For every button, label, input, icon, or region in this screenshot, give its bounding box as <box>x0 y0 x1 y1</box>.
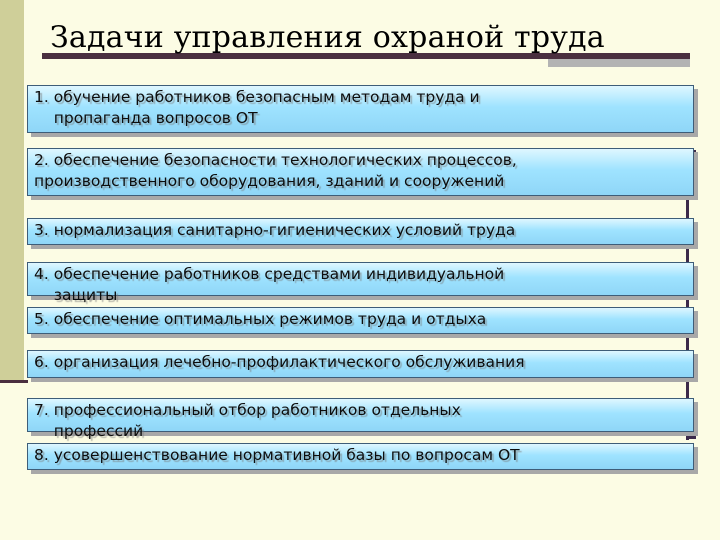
connector-tick <box>686 436 696 439</box>
task-item-6 <box>27 350 694 378</box>
task-item-text: 3. нормализация санитарно-гигиенических условий труда <box>34 221 516 239</box>
task-item-7 <box>27 398 694 440</box>
task-item-text: 8. усовершенствование нормативной базы по вопросам ОТ <box>34 446 520 464</box>
side-decor-line <box>0 380 28 383</box>
task-item-text: 5. обеспечение оптимальных режимов труда и отдыха <box>34 310 487 328</box>
task-item-text: 2. обеспечение безопасности технологических процессов, производственного оборудования, зданий и сооружений <box>34 151 517 190</box>
task-item-2 <box>27 148 694 196</box>
page-title: Задачи управления охраной труда <box>50 20 605 55</box>
task-item-4 <box>27 262 694 304</box>
side-decor-band <box>0 0 24 380</box>
task-item-text: 4. обеспечение работников средствами индивидуальной защиты <box>34 265 505 304</box>
task-item-1 <box>27 85 694 133</box>
task-item-text: 1. обучение работников безопасным методам труда и пропаганда вопросов ОТ <box>34 88 480 127</box>
task-item-5 <box>27 307 694 334</box>
task-item-text: 6. организация лечебно-профилактического обслуживания <box>34 353 525 371</box>
task-item-8 <box>27 443 694 470</box>
task-item-3 <box>27 218 694 245</box>
task-item-text: 7. профессиональный отбор работников отдельных профессий <box>34 401 461 440</box>
title-underline-shadow <box>548 59 690 67</box>
